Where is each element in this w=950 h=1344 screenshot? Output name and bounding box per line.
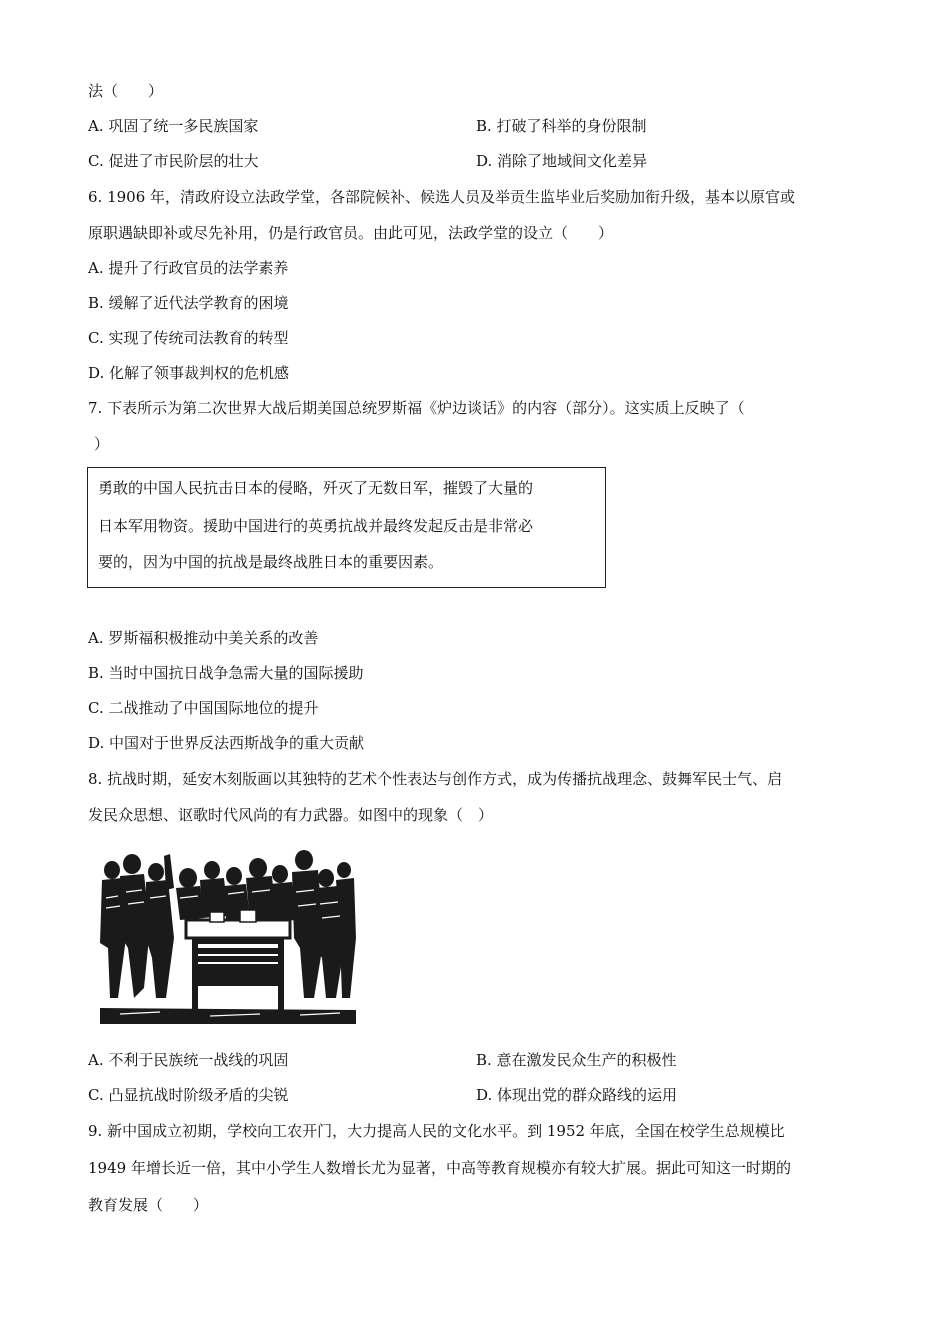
- q6-option-d: D. 化解了领事裁判权的危机感: [88, 364, 290, 382]
- q7-quote-box: [87, 467, 606, 588]
- q5-stem-end: 法（ ）: [88, 82, 164, 100]
- q8-option-d: D. 体现出党的群众路线的运用: [476, 1086, 678, 1104]
- q8-option-c: C. 凸显抗战时阶级矛盾的尖锐: [88, 1086, 289, 1104]
- q8-stem-line1: 8. 抗战时期，延安木刻版画以其独特的艺术个性表达与创作方式，成为传播抗战理念、鼓舞军民士气、启: [88, 770, 783, 788]
- q8-stem-line2: 发民众思想、讴歌时代风尚的有力武器。如图中的现象（ ）: [88, 806, 494, 824]
- q6-option-c: C. 实现了传统司法教育的转型: [88, 329, 289, 347]
- q8-option-a: A. 不利于民族统一战线的巩固: [88, 1051, 289, 1069]
- q7-option-c: C. 二战推动了中国国际地位的提升: [88, 699, 319, 717]
- q7-quote-line1: 勇敢的中国人民抗击日本的侵略，歼灭了无数日军，摧毁了大量的: [98, 479, 534, 497]
- q8-option-b: B. 意在激发民众生产的积极性: [476, 1051, 677, 1069]
- q6-stem-line1: 6. 1906 年，清政府设立法政学堂，各部院候补、候选人员及举贡生监毕业后奖励加衔升级，基本以原官或: [88, 188, 796, 206]
- q7-stem-line1: 7. 下表所示为第二次世界大战后期美国总统罗斯福《炉边谈话》的内容（部分）。这实质上反映了（: [88, 399, 745, 417]
- q7-quote-line3: 要的，因为中国的抗战是最终战胜日本的重要因素。: [98, 553, 444, 571]
- q7-option-b: B. 当时中国抗日战争急需大量的国际援助: [88, 664, 364, 682]
- q5-option-a: A. 巩固了统一多民族国家: [88, 117, 259, 135]
- q5-option-c: C. 促进了市民阶层的壮大: [88, 152, 259, 170]
- q7-option-a: A. 罗斯福积极推动中美关系的改善: [88, 629, 319, 647]
- q7-stem-line2: ）: [94, 435, 110, 453]
- q9-stem-line2: 1949 年增长近一倍，其中小学生人数增长尤为显著，中高等教育规模亦有较大扩展。据此可知这一时期的: [88, 1159, 791, 1177]
- woodcut-print-image: [100, 848, 356, 1024]
- q9-stem-line3: 教育发展（ ）: [88, 1196, 209, 1214]
- q7-option-d: D. 中国对于世界反法西斯战争的重大贡献: [88, 734, 365, 752]
- q5-option-b: B. 打破了科举的身份限制: [476, 117, 647, 135]
- q9-stem-line1: 9. 新中国成立初期，学校向工农开门，大力提高人民的文化水平。到 1952 年底，全国在校学生总规模比: [88, 1122, 785, 1140]
- q6-option-a: A. 提升了行政官员的法学素养: [88, 259, 289, 277]
- q6-stem-line2: 原职遇缺即补或尽先补用，仍是行政官员。由此可见，法政学堂的设立（ ）: [88, 224, 614, 242]
- q5-option-d: D. 消除了地域间文化差异: [476, 152, 648, 170]
- q7-quote-line2: 日本军用物资。援助中国进行的英勇抗战并最终发起反击是非常必: [98, 517, 534, 535]
- q6-option-b: B. 缓解了近代法学教育的困境: [88, 294, 289, 312]
